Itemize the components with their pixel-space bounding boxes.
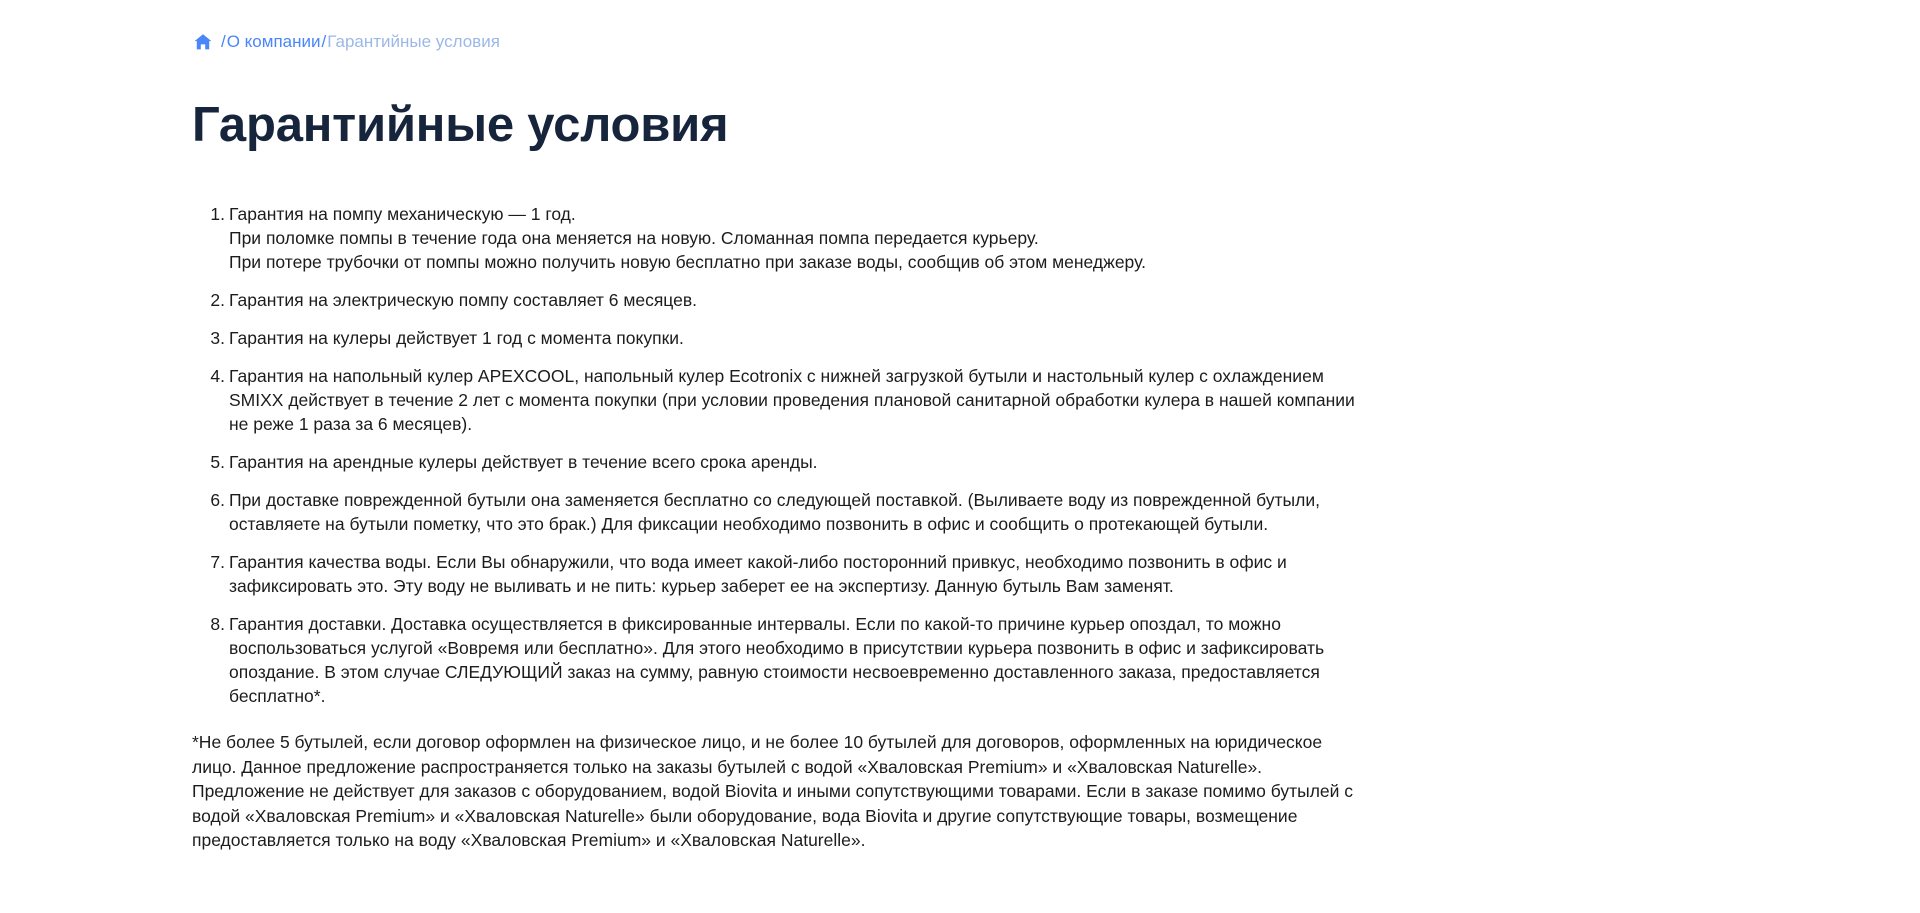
breadcrumb-item-about[interactable]: О компании xyxy=(226,32,321,51)
list-item xyxy=(229,550,1367,598)
list-item-line: Гарантия на помпу механическую — 1 год. xyxy=(229,204,576,224)
page-title: Гарантийные условия xyxy=(192,98,729,152)
list-item xyxy=(229,364,1367,436)
list-item xyxy=(229,612,1367,708)
list-item-line: Гарантия на электрическую помпу составляет 6 месяцев. xyxy=(229,290,698,310)
home-icon[interactable] xyxy=(192,31,214,53)
breadcrumb-separator-2: / xyxy=(321,32,327,51)
list-item-line: Гарантия на кулеры действует 1 год с момента покупки. xyxy=(229,328,684,348)
breadcrumb xyxy=(192,28,1760,56)
list-item xyxy=(229,326,1367,350)
list-item xyxy=(229,202,1367,274)
breadcrumb-separator-1: / xyxy=(221,32,226,51)
warranty-list xyxy=(192,202,1367,708)
list-item-line: При потере трубочки от помпы можно получить новую бесплатно при заказе воды, сообщив об этом менеджеру. xyxy=(229,252,1146,272)
list-item xyxy=(229,488,1367,536)
list-item xyxy=(229,288,1367,312)
list-item-line: При доставке поврежденной бутыли она заменяется бесплатно со следующей поставкой. (Выливаете воду из поврежденной бутыли, оставляете на бутыли пометку, что это брак.) Для фиксации необходимо позвонить в офис и сообщить о протекающей бутыли. xyxy=(229,490,1320,534)
list-item-line: Гарантия на арендные кулеры действует в течение всего срока аренды. xyxy=(229,452,818,472)
list-item-line: При поломке помпы в течение года она меняется на новую. Сломанная помпа передается курьеру. xyxy=(229,228,1039,248)
list-item-line: Гарантия качества воды. Если Вы обнаружили, что вода имеет какой-либо посторонний привкус, необходимо позвонить в офис и зафиксировать это. Эту воду не выливать и не пить: курьер заберет ее на экспертизу. Данную бутыль Вам заменят. xyxy=(229,552,1287,596)
list-item xyxy=(229,450,1367,474)
breadcrumb-item-current: Гарантийные условия xyxy=(327,32,500,51)
list-item-line: Гарантия доставки. Доставка осуществляется в фиксированные интервалы. Если по какой-то причине курьер опоздал, то можно воспользоваться услугой «Вовремя или бесплатно». Для этого необходимо в присутствии курьера позвонить в офис и зафиксировать опоздание. В этом случае СЛЕДУЮЩИЙ заказ на сумму, равную стоимости несвоевременно доставленного заказа, предоставляется бесплатно*. xyxy=(229,614,1325,706)
footnote-text: *Не более 5 бутылей, если договор оформлен на физическое лицо, и не более 10 бутылей для договоров, оформленных на юридическое лицо. Данное предложение распространяется только на заказы бутылей с водой «Хваловская Premium» и «Хваловская Naturelle». Предложение не действует для заказов с оборудованием, водой Biovita и иными сопутствующими товарами. Если в заказе помимо бутылей с водой «Хваловская Premium» и «Хваловская Naturelle» были оборудование, вода Biovita и другие сопутствующие товары, возмещение предоставляется только на воду «Хваловская Premium» и «Хваловская Naturelle». xyxy=(192,732,1354,850)
list-item-line: Гарантия на напольный кулер APEXCOOL, напольный кулер Ecotronix с нижней загрузкой бутыли и настольный кулер с охлаждением SMIXX действует в течение 2 лет с момента покупки (при условии проведения плановой санитарной обработки кулера в нашей компании не реже 1 раза за 6 месяцев). xyxy=(229,366,1355,434)
